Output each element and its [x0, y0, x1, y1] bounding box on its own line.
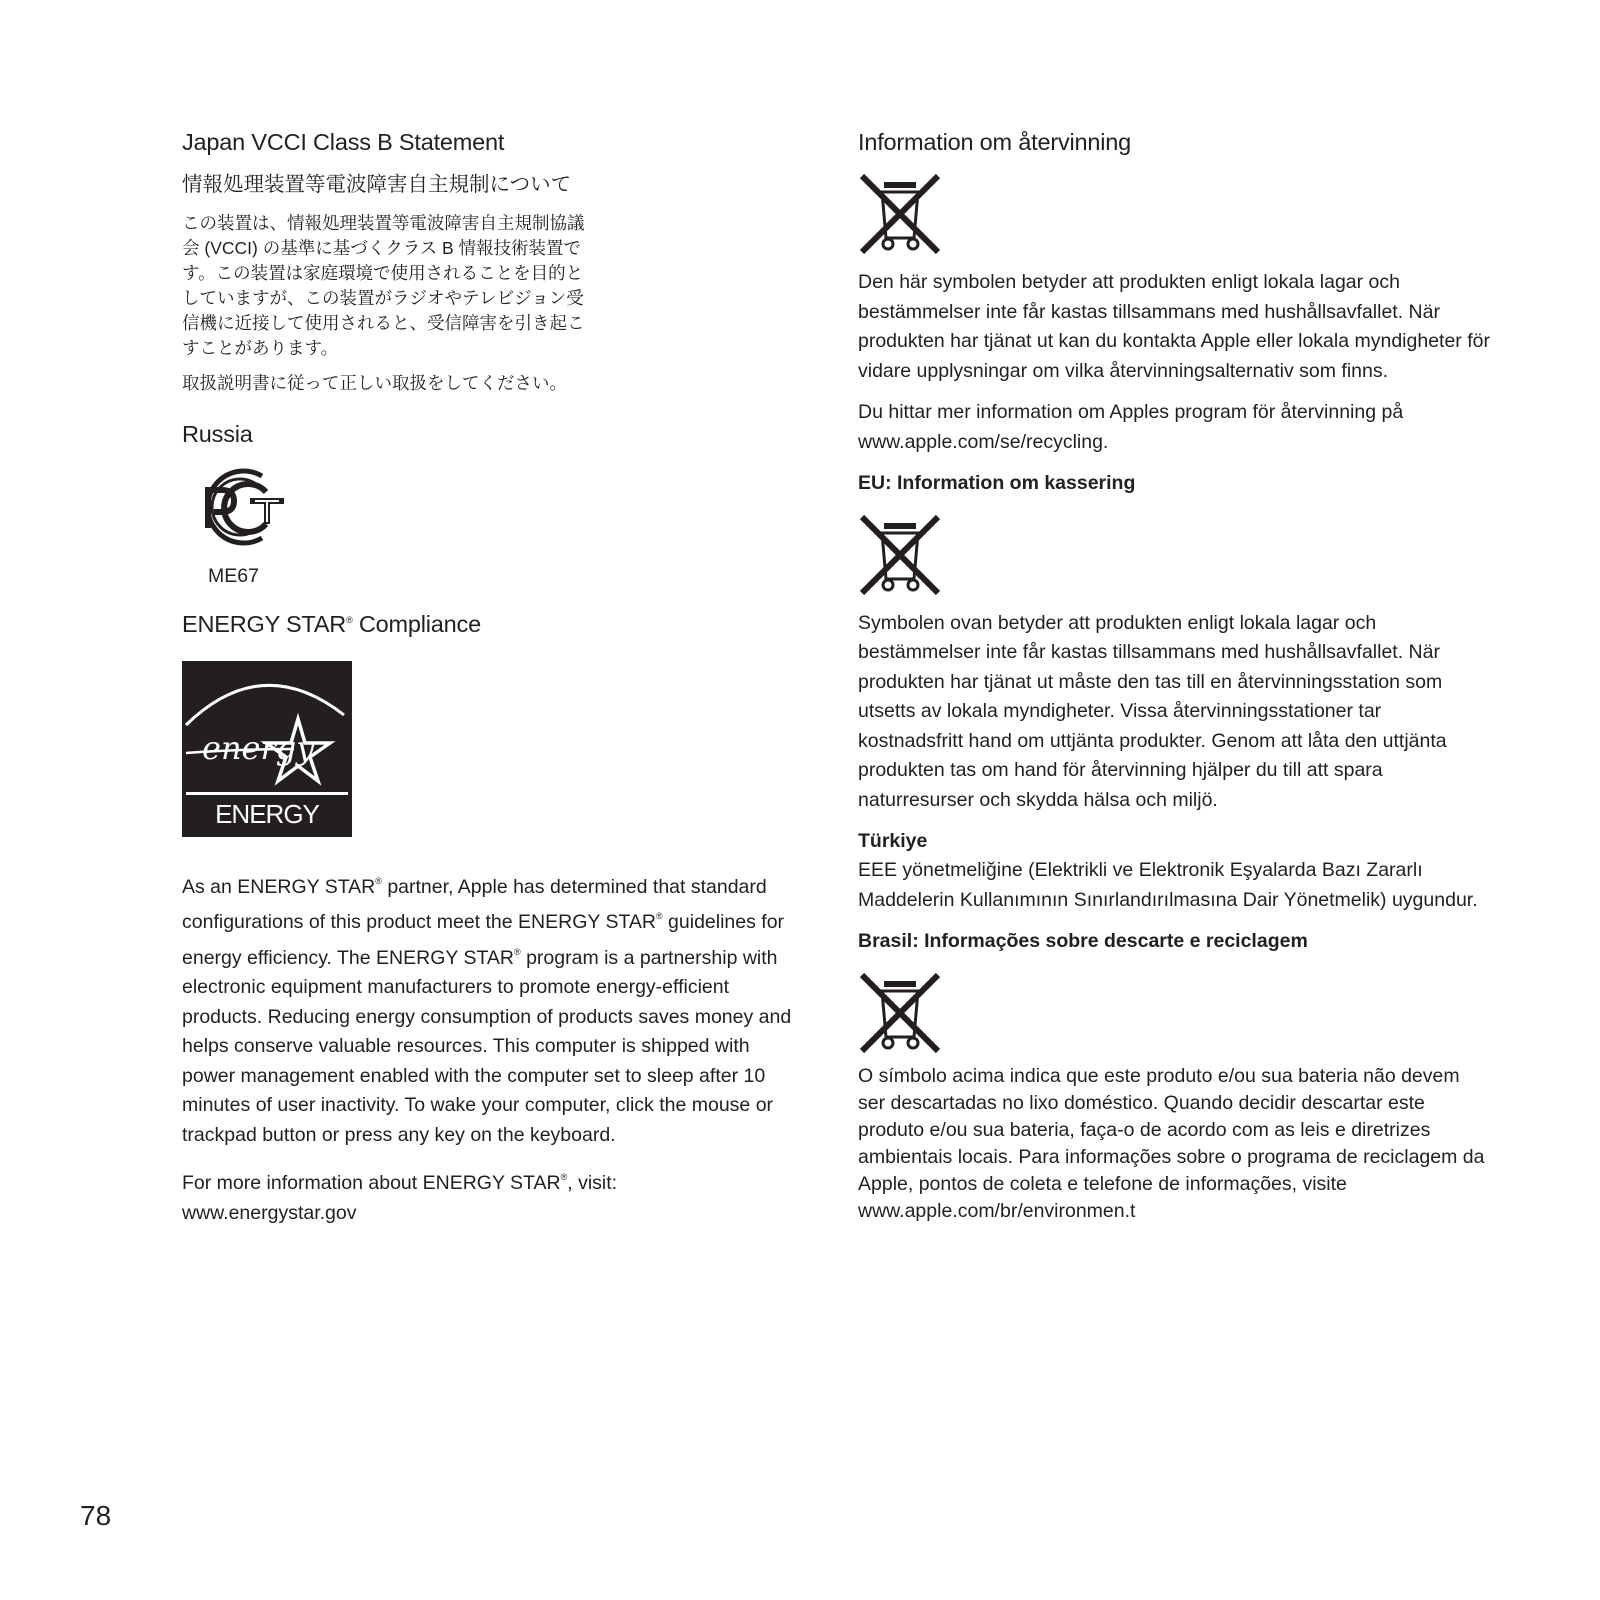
- energy-star-title: ENERGY STAR® Compliance: [182, 611, 481, 638]
- jp-line: 会 (VCCI) の基準に基づくクラス B 情報技術装置で: [182, 237, 582, 258]
- turkiye-paragraph: EEE yönetmeliğine (Elektrikli ve Elektronik Eşyalarda Bazı Zararlı Maddelerin Kullanımının Sınırlandırılmasına Dair Yönetmelik) uygundur.: [858, 859, 1478, 911]
- energy-star-logo-label: ENERGY STAR: [186, 792, 348, 833]
- jp-line: 信機に近接して使用されると、受信障害を引き起こ: [182, 312, 585, 333]
- jp-line: この装置は、情報処理装置等電波障害自主規制協議: [182, 212, 585, 233]
- left-column: [182, 128, 804, 1228]
- eu-disposal-paragraph: Symbolen ovan betyder att produkten enligt lokala lagar och bestämmelser inte får kastas tillsammans med hushållsavfallet. När produkten har tjänat ut måste den tas till en återvinningsstation som utsetts av lokala myndigheter. Vissa återvinningsstationer tar kostnadsfritt hand om uttjänta produkter. Genom att låta den uttjänta produkten tas om hand för återvinning hjälper du till att spara naturresurser och skydda hälsa och miljö.: [858, 611, 1447, 811]
- japan-vcci-footer-jp: 取扱説明書に従って正しい取扱をしてください。: [182, 372, 567, 393]
- japan-vcci-body-jp: [182, 211, 642, 361]
- turkiye-section: [858, 829, 1490, 915]
- energy-star-url: www.energystar.gov: [182, 1201, 357, 1224]
- energy-star-swoosh-icon: [182, 661, 352, 795]
- japan-vcci-title: Japan VCCI Class B Statement: [182, 129, 505, 155]
- japan-vcci-section: [182, 128, 804, 396]
- energy-star-more-info: For more information about ENERGY STAR®, visit: www.energystar.gov: [182, 1172, 618, 1224]
- crossed-out-wheelie-bin-icon: [858, 172, 942, 256]
- russia-section: [182, 420, 804, 589]
- rst-logo-icon: [182, 466, 288, 552]
- brasil-title: Brasil: Informações sobre descarte e reciclagem: [858, 930, 1308, 953]
- rst-certification-mark: [182, 466, 302, 588]
- energy-star-paragraph: As an ENERGY STAR® partner, Apple has determined that standard configurations of this product meet the ENERGY STAR® guidelines for energy efficiency. The ENERGY STAR® program is a partnership with electronic equipment manufacturers to promote energy-efficient products. Reducing energy consumption of products saves money and helps conserve valuable resources. This computer is shipped with power management enabled with the computer set to sleep after 10 minutes of user inactivity. To wake your computer, click the mouse or trackpad button or press any key on the keyboard.: [182, 875, 792, 1146]
- energy-script-text: energy: [202, 728, 315, 767]
- brasil-section: [858, 929, 1490, 1224]
- recycling-paragraph-2: Du hittar mer information om Apples program för återvinning på www.apple.com/se/recycling.: [858, 401, 1404, 453]
- crossed-out-wheelie-bin-icon: [858, 513, 942, 597]
- recycling-title: Information om återvinning: [858, 129, 1132, 155]
- brasil-paragraph: O símbolo acima indica que este produto e/ou sua bateria não devem ser descartadas no lixo doméstico. Quando decidir descartar este produto e/ou sua bateria, faça-o de acordo com as leis e diretrizes ambientais locais. Para informações sobre o programa de reciclagem da Apple, pontos de coleta e telefone de informações, visite www.apple.com/br/environmen.t: [858, 1064, 1485, 1222]
- energy-star-section: [182, 610, 804, 1228]
- russia-title: Russia: [182, 420, 253, 447]
- jp-line: す。この装置は家庭環境で使用されることを目的と: [182, 262, 584, 283]
- right-column: [858, 128, 1490, 1225]
- eu-disposal-section: [858, 471, 1490, 815]
- energy-star-logo: [182, 661, 352, 867]
- turkiye-title: Türkiye: [858, 830, 928, 853]
- crossed-out-wheelie-bin-icon: [858, 971, 942, 1055]
- jp-line: すことがあります。: [182, 337, 339, 358]
- eu-disposal-title: EU: Information om kassering: [858, 472, 1136, 495]
- recycling-paragraph-1: Den här symbolen betyder att produkten enligt lokala lagar och bestämmelser inte får kastas tillsammans med hushållsavfallet. När produkten har tjänat ut kan du kontakta Apple eller lokala myndigheter för vidare upplysningar om vilka återvinningsalternativ som finns.: [858, 271, 1490, 382]
- jp-line: していますが、この装置がラジオやテレビジョン受: [182, 287, 584, 308]
- page-number: 78: [80, 1500, 112, 1531]
- rst-code: ME67: [208, 565, 259, 588]
- recycling-section: [858, 128, 1490, 457]
- japan-vcci-heading-jp: 情報処理装置等電波障害自主規制について: [182, 173, 572, 197]
